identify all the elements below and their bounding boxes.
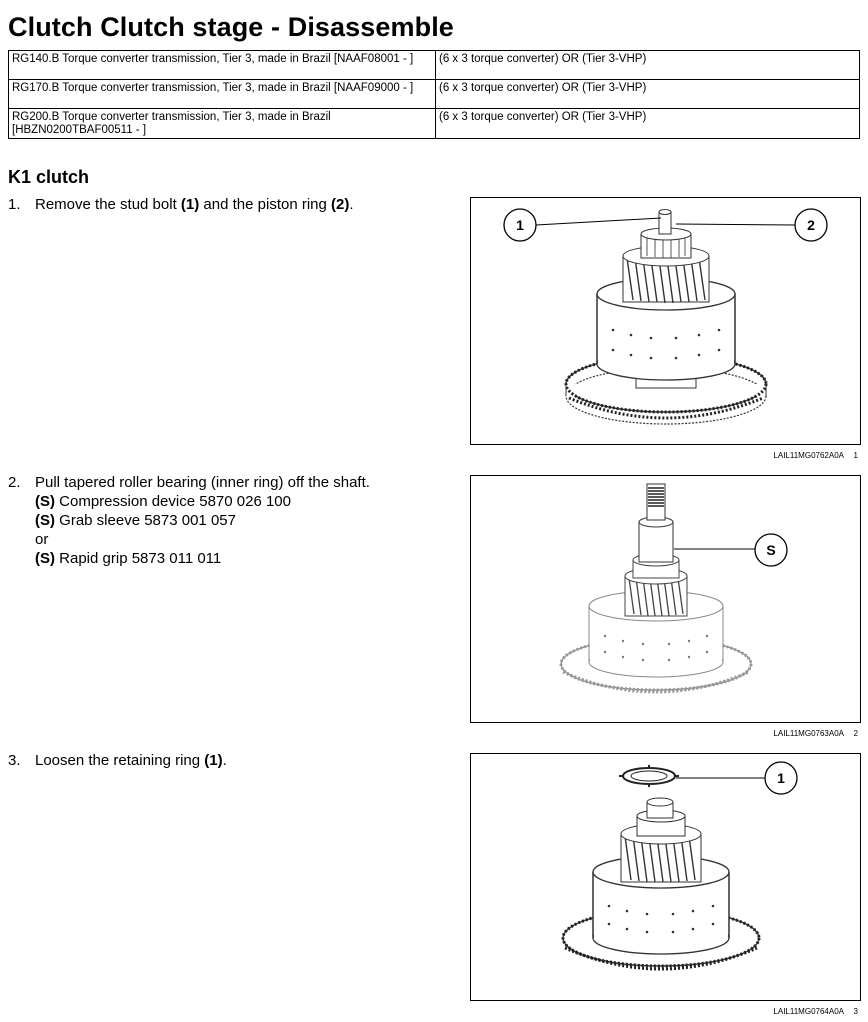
step-text-part: and the piston ring [199,196,332,213]
tool-line [35,492,370,511]
table-row [9,109,860,139]
step-text-part: . [222,752,227,769]
figure-caption [700,451,858,461]
config-cell: (6 x 3 torque converter) OR (Tier 3-VHP) [436,80,860,109]
step-text [35,195,354,214]
tool-text: Grab sleeve 5873 001 057 [55,512,236,529]
figure-caption [700,1007,858,1017]
model-cell: RG170.B Torque converter transmission, Tier 3, made in Brazil [NAAF09000 - ] [9,80,436,109]
step-text: Pull tapered roller bearing (inner ring) off the shaft. [35,474,370,491]
tool-line [35,511,370,530]
figure-number: 2 [853,729,858,738]
callout-ref: (2) [331,196,350,213]
tool-ref: (S) [35,512,55,529]
retaining-ring-illustration [471,754,860,1000]
figure-id: LAIL11MG0764A0A [773,1007,844,1016]
figure-number: 1 [853,451,858,460]
bearing-puller-illustration [471,476,860,722]
tool-connector: or [35,531,49,548]
callout-label: 1 [777,770,785,786]
tool-text: Compression device 5870 026 100 [55,493,291,510]
callout-label: S [766,542,776,558]
step-number: 2. [8,474,21,491]
figure-id: LAIL11MG0763A0A [773,729,844,738]
figure-caption [700,729,858,739]
config-cell: (6 x 3 torque converter) OR (Tier 3-VHP) [436,51,860,80]
tool-text: Rapid grip 5873 011 011 [55,550,222,567]
step-text-block [35,473,370,568]
figure-1 [470,197,861,445]
step-text-part: Remove the stud bolt [35,196,181,213]
callout-ref: (1) [204,752,223,769]
step-number: 3. [8,752,21,769]
model-cell: RG140.B Torque converter transmission, Tier 3, made in Brazil [NAAF08001 - ] [9,51,436,80]
figure-2 [470,475,861,723]
callout-ref: (1) [180,196,200,213]
figure-3 [470,753,861,1001]
clutch-assembly-illustration [471,198,860,444]
table-row [9,51,860,80]
applicability-table [8,50,860,139]
step-text-part: Loosen the retaining ring [35,752,205,769]
step-number: 1. [8,196,21,213]
step-text [35,751,227,770]
callout-label: 1 [516,217,524,233]
table-row [9,80,860,109]
step-text-part: . [349,196,354,213]
config-cell: (6 x 3 torque converter) OR (Tier 3-VHP) [436,109,860,139]
section-heading: K1 clutch [8,167,90,187]
tool-ref: (S) [35,493,55,510]
page-title: Clutch Clutch stage - Disassemble [8,12,454,42]
callout-label: 2 [807,217,815,233]
figure-number: 3 [853,1007,858,1016]
model-cell: RG200.B Torque converter transmission, Tier 3, made in Brazil [HBZN0200TBAF00511 - ] [9,109,436,139]
tool-line [35,549,370,568]
figure-id: LAIL11MG0762A0A [773,451,844,460]
tool-ref: (S) [35,550,55,567]
